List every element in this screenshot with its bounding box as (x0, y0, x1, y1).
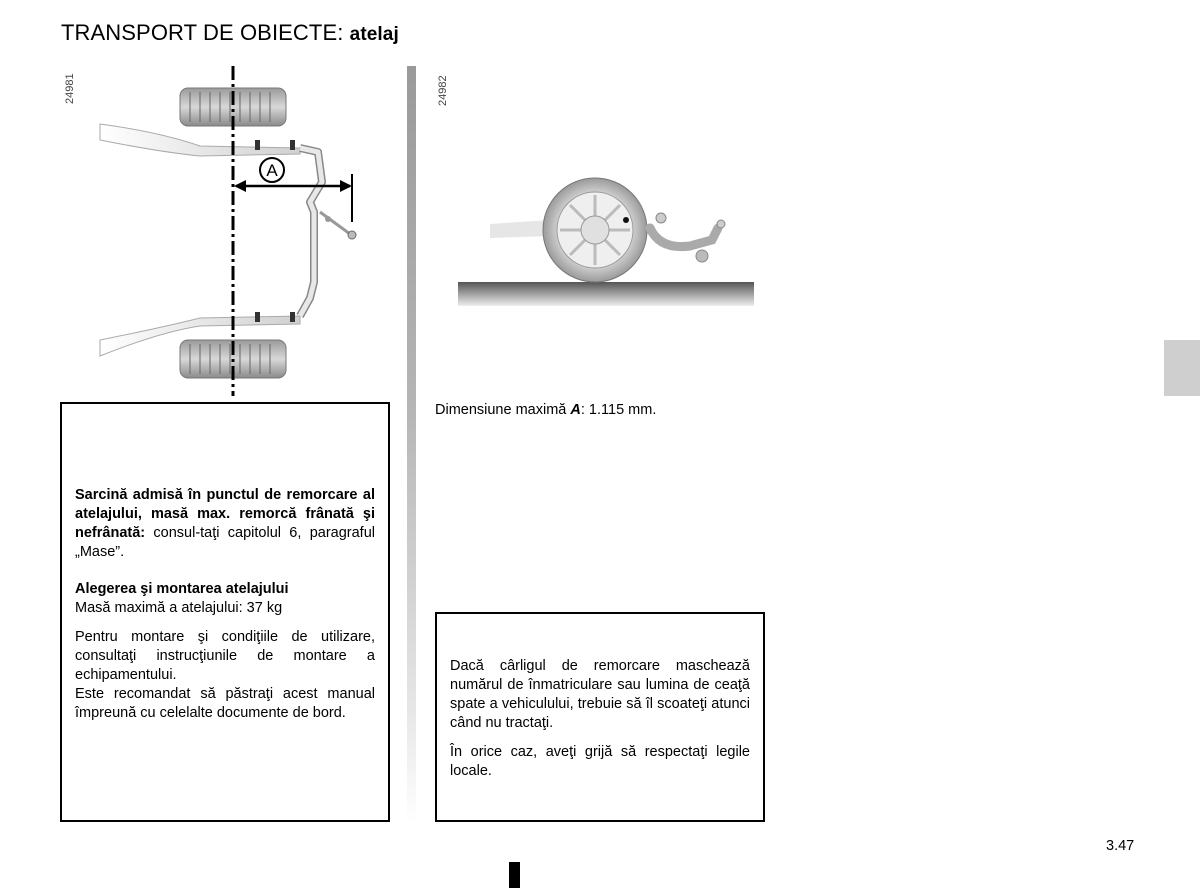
info-box-left (60, 402, 390, 822)
bottom-marker (509, 862, 520, 888)
figure-id-left: 24981 (64, 73, 76, 104)
caption-prefix: Dimensiune maximă (435, 402, 571, 418)
hook-warning-text: Dacă cârligul de remorcare maschează numărul de înmatriculare sau lumina de ceaţă spate a vehiculului, trebuie să îl scoateţi atunci când nu tractaţi. (450, 658, 750, 731)
mounting-heading: Alegerea şi montarea atelajului (75, 581, 289, 597)
towbar-top-view-figure (60, 62, 360, 402)
caption-label: A (570, 402, 581, 418)
page-title (61, 20, 399, 46)
column-divider (407, 66, 416, 822)
caption-suffix: : 1.115 mm. (580, 402, 657, 418)
manual-text: Este recomandat să păstraţi acest manual împreună cu celelalte documente de bord. (75, 686, 375, 721)
load-paragraph (75, 486, 375, 562)
page-number: 3.47 (1106, 838, 1135, 854)
max-mass-text: Masă maximă a atelajului: 37 kg (75, 600, 283, 616)
info-box-right (435, 612, 765, 822)
dimension-a-label: A (266, 161, 278, 180)
figure-id-right: 24982 (437, 75, 449, 106)
page-title-main: TRANSPORT DE OBIECTE: (61, 20, 350, 45)
load-heading: Sarcină admisă în punctul de remorcare al atelajului, masă max. remorcă frânată şi nefrânată: (75, 487, 375, 541)
mounting-text: Pentru montare şi condiţiile de utilizare, consultaţi instrucţiunile de montare a echipamentului. (75, 629, 375, 683)
local-laws-text: În orice caz, aveţi grijă să respectaţi legile locale. (450, 744, 750, 779)
load-text: consul-taţi capitolul 6, paragraful „Mase”. (75, 525, 375, 560)
chapter-tab (1164, 340, 1200, 396)
page-title-sub: atelaj (349, 24, 399, 45)
dimension-caption (435, 402, 656, 418)
towbar-side-view-figure (450, 150, 760, 320)
